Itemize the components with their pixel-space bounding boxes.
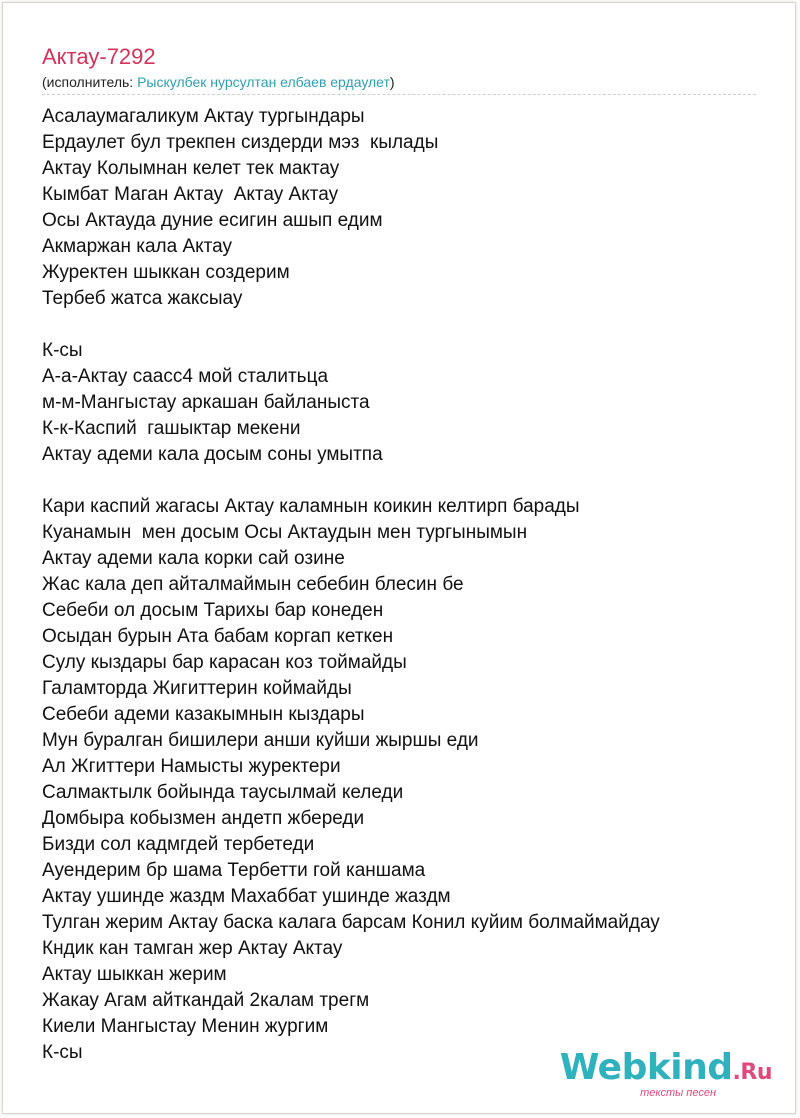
logo-name: Webkind [559,1047,733,1088]
lyric-line: Актау шыккан жерим [42,964,227,985]
lyric-line: Ауендерим бр шама Тербетти гой каншама [42,860,426,881]
performer-suffix: ) [389,74,395,90]
lyric-line: Актау адеми кала досым соны умытпа [42,444,383,465]
lyric-line: Мун буралган бишилери анши куйши жыршы еди [42,730,479,751]
lyric-line: А-а-Актау саасс4 мой сталитьца [42,366,329,387]
lyric-line: Куанамын мен досым Осы Актаудын мен тургынымын [42,522,528,543]
lyrics-block [42,104,762,1066]
lyric-line: Асалаумагаликум Актау тургындары [42,106,365,127]
lyric-line: Себеби адеми казакымнын кыздары [42,704,365,725]
performer-prefix: (исполнитель: [42,74,138,90]
lyric-line: Осыдан бурын Ата бабам коргап кеткен [42,626,394,647]
lyric-line: Актау адеми кала корки сай озине [42,548,345,569]
lyric-line: Жакау Агам айткандай 2калам трегм [42,990,370,1011]
lyric-line: Актау ушинде жаздм Махаббат ушинде жаздм [42,886,451,907]
logo-wordmark [560,1049,772,1092]
lyric-line: К-к-Каспий гашыктар мекени [42,418,301,439]
lyric-line: Акмаржан кала Актау [42,236,232,257]
lyric-blank-line [42,468,762,494]
lyric-line: Кари каспий жагасы Актау каламнын коикин келтирп барады [42,496,580,517]
lyric-line: Жас кала деп айталмаймын себебин блесин бе [42,574,464,595]
title-divider [42,94,756,95]
logo-tagline: тексты песен [640,1087,716,1099]
site-logo[interactable] [559,1047,772,1099]
lyric-line: Киели Мангыстау Менин жургим [42,1016,329,1037]
lyric-line: Кндик кан тамган жер Актау Актау [42,938,343,959]
lyric-line: Ал Жгиттери Намысты журектери [42,756,341,777]
performer-link[interactable]: Рыскулбек нурсултан елбаев ердаулет [137,74,390,90]
lyric-line: Журектен шыккан создерим [42,262,290,283]
lyric-line: м-м-Мангыстау аркашан байланыста [42,392,370,413]
lyric-line: Осы Актауда дуние есигин ашып едим [42,210,383,231]
lyric-line: К-сы [42,340,83,361]
lyric-line: Актау Колымнан келет тек мактау [42,158,340,179]
lyric-line: Домбыра кобызмен андетп жбереди [42,808,365,829]
lyric-line: Сулу кыздары бар карасан коз тоймайды [42,652,407,673]
lyric-line: Себеби ол досым Тарихы бар конеден [42,600,384,621]
logo-tld: .Ru [732,1060,772,1085]
performer-line [42,73,395,91]
lyric-line: Ердаулет бул трекпен сиздерди мэз кылады [42,132,439,153]
lyric-line: Галамторда Жигиттерин коймайды [42,678,352,699]
lyric-line: К-сы [42,1042,83,1063]
lyric-line: Бизди сол кадмгдей тербетеди [42,834,315,855]
lyric-blank-line [42,312,762,338]
lyric-line: Кымбат Маган Актау Актау Актау [42,184,339,205]
lyric-line: Салмактылк бойында таусылмай келеди [42,782,404,803]
lyric-line: Тулган жерим Актау баска калага барсам Конил куйим болмаймайдау [42,912,660,933]
song-title: Актау-7292 [42,44,156,69]
lyric-line: Тербеб жатса жаксыау [42,288,243,309]
